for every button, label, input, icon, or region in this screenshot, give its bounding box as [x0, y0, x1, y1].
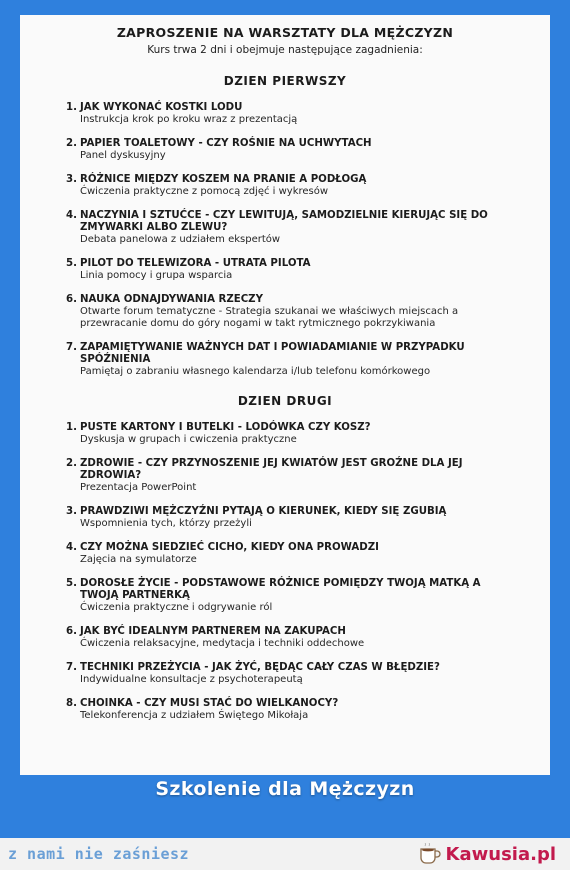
item-description: Panel dyskusyjny	[80, 150, 166, 161]
item-number: 6.	[66, 294, 77, 305]
item-heading: CZY MOŻNA SIEDZIEĆ CICHO, KIEDY ONA PROWADZI	[80, 542, 379, 553]
item-number: 8.	[66, 698, 77, 709]
item-description: Linia pomocy i grupa wsparcia	[80, 270, 233, 281]
item-description: Ćwiczenia praktyczne z pomocą zdjęć i wykresów	[80, 186, 329, 197]
list-item	[66, 174, 516, 198]
item-heading: PILOT DO TELEWIZORA - UTRATA PILOTA	[80, 258, 311, 269]
item-number: 6.	[66, 626, 77, 637]
item-description: Pamiętaj o zabraniu własnego kalendarza i/lub telefonu komórkowego	[80, 366, 431, 377]
day1-heading: DZIEN PIERWSZY	[223, 74, 347, 88]
document-title: ZAPROSZENIE NA WARSZTATY DLA MĘŻCZYZN	[116, 25, 454, 40]
list-item	[66, 138, 516, 162]
item-description: Debata panelowa z udziałem ekspertów	[80, 234, 281, 245]
list-item	[66, 258, 516, 282]
item-description: Instrukcja krok po kroku wraz z prezentacją	[80, 114, 298, 125]
item-heading: RÓŻNICE MIĘDZY KOSZEM NA PRANIE A PODŁOGĄ	[80, 174, 367, 185]
item-number: 1.	[66, 102, 77, 113]
list-item	[66, 578, 516, 614]
item-number: 2.	[66, 138, 77, 149]
brand-name: Kawusia.pl	[445, 843, 556, 865]
item-number: 4.	[66, 542, 77, 553]
item-heading: ZAPAMIĘTYWANIE WAŻNYCH DAT I POWIADAMIANIE W PRZYPADKU SPÓŹNIENIA	[80, 342, 465, 365]
document-subtitle: Kurs trwa 2 dni i obejmuje następujące zagadnienia:	[147, 44, 423, 56]
item-number: 3.	[66, 506, 77, 517]
list-item	[66, 662, 516, 686]
item-number: 3.	[66, 174, 77, 185]
list-item	[66, 698, 516, 722]
item-heading: PRAWDZIWI MĘŻCZYŹNI PYTAJĄ O KIERUNEK, KIEDY SIĘ ZGUBIĄ	[80, 506, 447, 517]
item-description: Telekonferencja z udziałem Świętego Mikołaja	[80, 710, 309, 721]
day1-list	[48, 102, 522, 378]
day2-list	[48, 422, 522, 722]
day2-heading: DZIEN DRUGI	[237, 394, 333, 408]
item-heading: NACZYNIA I SZTUĆCE - CZY LEWITUJĄ, SAMODZIELNIE KIERUJĄC SIĘ DO ZMYWARKI ALBO ZLEWU?	[80, 210, 488, 233]
list-item	[66, 506, 516, 530]
item-heading: JAK WYKONAĆ KOSTKI LODU	[80, 102, 243, 113]
item-description: Wspomnienia tych, którzy przeżyli	[80, 518, 252, 529]
list-item	[66, 342, 516, 378]
list-item	[66, 542, 516, 566]
list-item	[66, 102, 516, 126]
brand-link[interactable]	[418, 843, 556, 865]
site-footer	[0, 838, 570, 870]
item-heading: TECHNIKI PRZEŻYCIA - JAK ŻYĆ, BĘDĄC CAŁY CZAS W BŁĘDZIE?	[80, 662, 440, 673]
list-item	[66, 210, 516, 246]
item-number: 7.	[66, 662, 77, 673]
item-description: Ćwiczenia praktyczne i odgrywanie ról	[80, 602, 273, 613]
item-heading: CHOINKA - CZY MUSI STAĆ DO WIELKANOCY?	[80, 698, 339, 709]
item-heading: DOROSŁE ŻYCIE - PODSTAWOWE RÓŻNICE POMIĘDZY TWOJĄ MATKĄ A TWOJĄ PARTNERKĄ	[80, 578, 481, 601]
list-item	[66, 294, 516, 330]
item-heading: PAPIER TOALETOWY - CZY ROŚNIE NA UCHWYTACH	[80, 138, 372, 149]
image-caption: Szkolenie dla Mężczyzn	[155, 778, 415, 800]
item-description: Zajęcia na symulatorze	[80, 554, 197, 565]
site-slogan: z nami nie zaśniesz	[8, 845, 190, 863]
item-number: 1.	[66, 422, 77, 433]
item-number: 7.	[66, 342, 77, 353]
item-number: 2.	[66, 458, 77, 469]
list-item	[66, 422, 516, 446]
item-description: Dyskusja w grupach i cwiczenia praktyczne	[80, 434, 297, 445]
item-description: Otwarte forum tematyczne - Strategia szukanai we właściwych miejscach a przewracanie domu do góry nogami w takt rytmicznego pokrzykiwania	[80, 306, 459, 329]
coffee-mug-icon	[418, 843, 442, 865]
item-heading: JAK BYĆ IDEALNYM PARTNEREM NA ZAKUPACH	[80, 626, 346, 637]
item-description: Prezentacja PowerPoint	[80, 482, 197, 493]
item-description: Indywidualne konsultacje z psychoterapeutą	[80, 674, 303, 685]
invitation-document	[20, 15, 550, 775]
item-number: 5.	[66, 258, 77, 269]
list-item	[66, 626, 516, 650]
item-number: 4.	[66, 210, 77, 221]
item-heading: PUSTE KARTONY I BUTELKI - LODÓWKA CZY KOSZ?	[80, 422, 371, 433]
item-heading: NAUKA ODNAJDYWANIA RZECZY	[80, 294, 263, 305]
item-heading: ZDROWIE - CZY PRZYNOSZENIE JEJ KWIATÓW JEST GROŹNE DLA JEJ ZDROWIA?	[80, 458, 463, 481]
item-description: Ćwiczenia relaksacyjne, medytacja i techniki oddechowe	[80, 638, 365, 649]
list-item	[66, 458, 516, 494]
item-number: 5.	[66, 578, 77, 589]
